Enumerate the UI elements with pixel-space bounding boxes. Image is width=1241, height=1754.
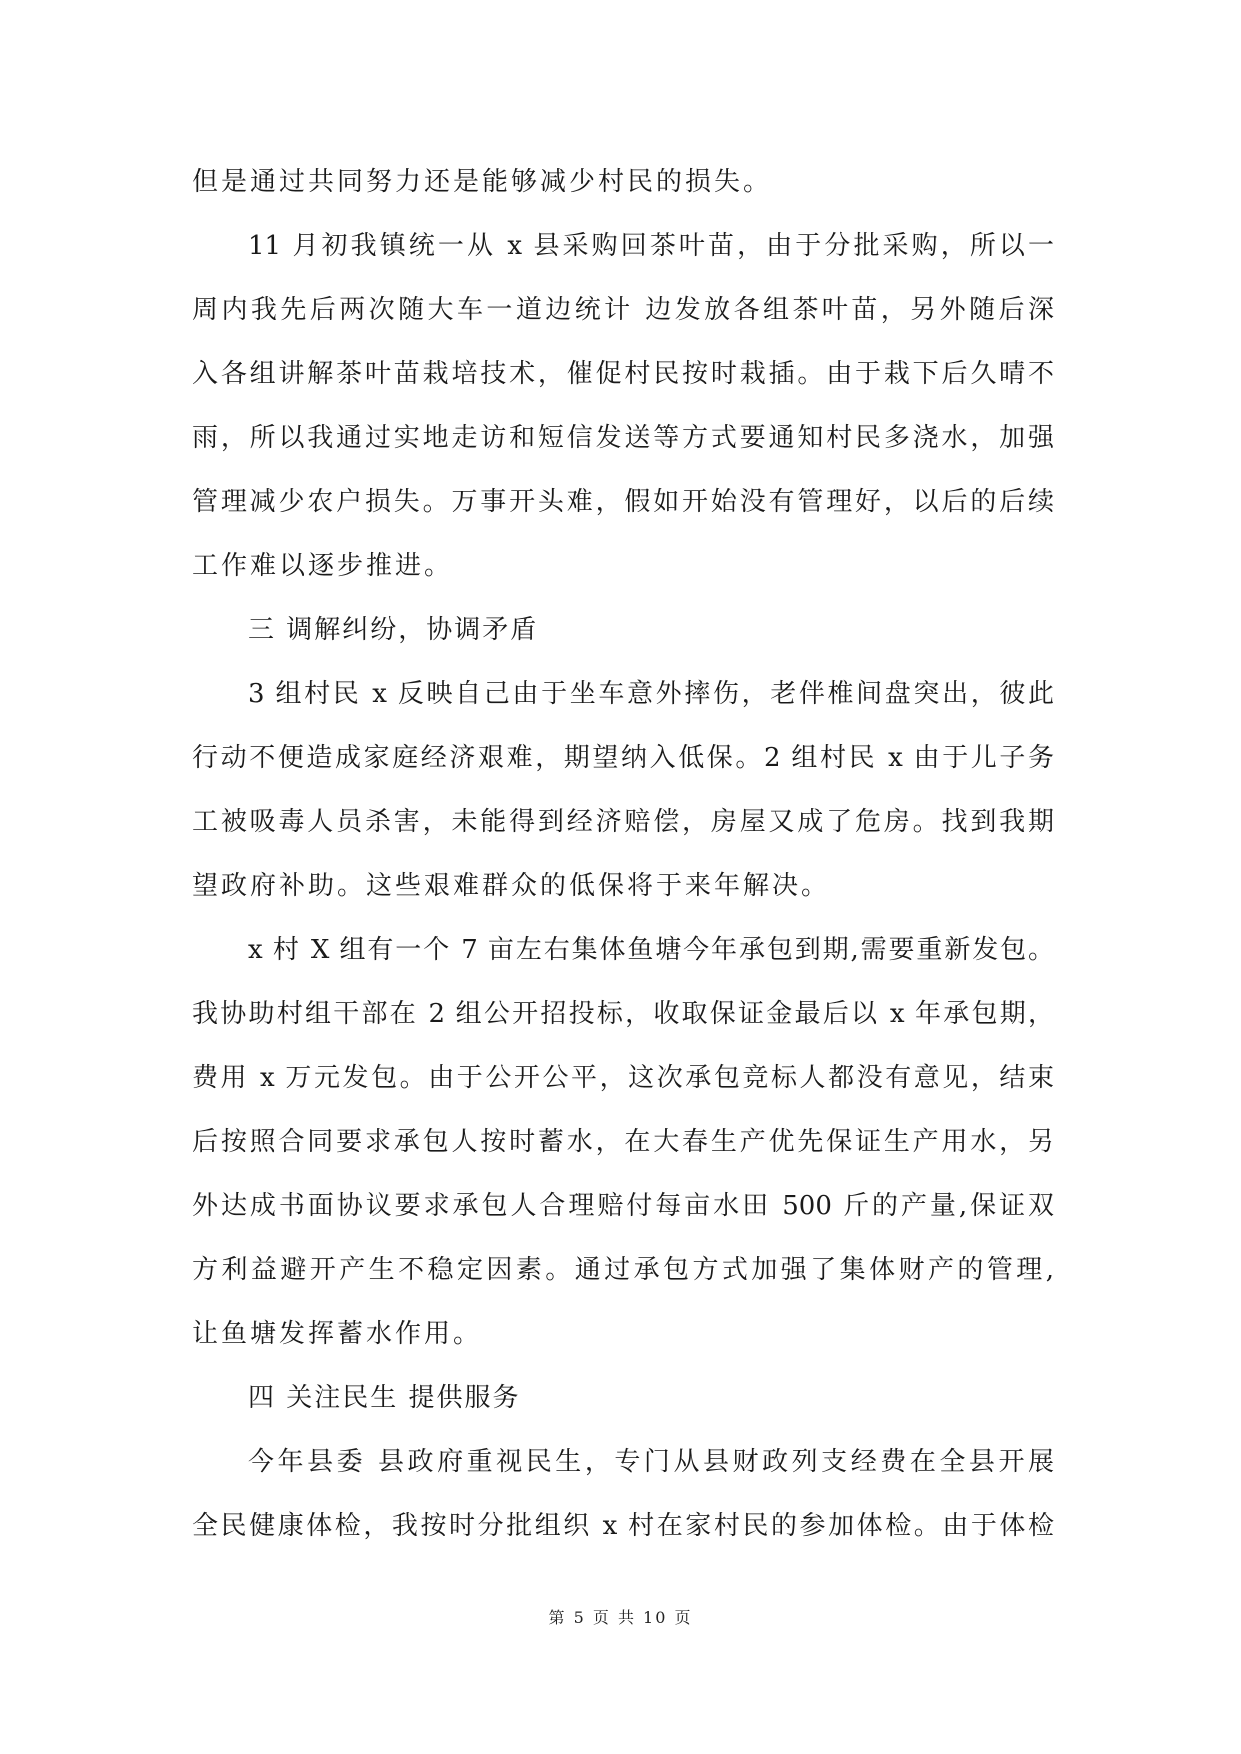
paragraph-line: 行动不便造成家庭经济艰难，期望纳入低保。2 组村民 x 由于儿子务	[192, 743, 1054, 773]
section-heading: 三 调解纠纷，协调矛盾	[248, 615, 539, 645]
paragraph-line: 让鱼塘发挥蓄水作用。	[192, 1319, 483, 1349]
section-heading: 四 关注民生 提供服务	[248, 1383, 521, 1413]
paragraph-line: 工作难以逐步推进。	[192, 551, 454, 581]
paragraph-line: 我协助村组干部在 2 组公开招投标，收取保证金最后以 x 年承包期，	[192, 999, 1054, 1029]
paragraph-line: 入各组讲解茶叶苗栽培技术，催促村民按时栽插。由于栽下后久晴不	[192, 359, 1054, 389]
paragraph-line: 管理减少农户损失。万事开头难，假如开始没有管理好，以后的后续	[192, 487, 1054, 517]
page-number-footer: 第 5 页 共 10 页	[548, 1608, 693, 1627]
paragraph-line: 方利益避开产生不稳定因素。通过承包方式加强了集体财产的管理,	[192, 1255, 1054, 1285]
document-body	[192, 150, 1054, 1558]
paragraph-line: 全民健康体检，我按时分批组织 x 村在家村民的参加体检。由于体检	[192, 1511, 1054, 1541]
paragraph-line: 但是通过共同努力还是能够减少村民的损失。	[192, 167, 773, 197]
paragraph-line: 望政府补助。这些艰难群众的低保将于来年解决。	[192, 871, 831, 901]
paragraph-line: 费用 x 万元发包。由于公开公平，这次承包竞标人都没有意见，结束	[192, 1063, 1054, 1093]
paragraph-line: 外达成书面协议要求承包人合理赔付每亩水田 500 斤的产量,保证双	[192, 1191, 1054, 1221]
paragraph-line: 后按照合同要求承包人按时蓄水，在大春生产优先保证生产用水，另	[192, 1127, 1054, 1157]
paragraph-line: 工被吸毒人员杀害，未能得到经济赔偿，房屋又成了危房。找到我期	[192, 807, 1054, 837]
paragraph-line: 11 月初我镇统一从 x 县采购回茶叶苗，由于分批采购，所以一	[248, 231, 1054, 261]
paragraph-line: 雨，所以我通过实地走访和短信发送等方式要通知村民多浇水，加强	[192, 423, 1054, 453]
paragraph-line: 今年县委 县政府重视民生，专门从县财政列支经费在全县开展	[248, 1447, 1054, 1477]
paragraph-line: 3 组村民 x 反映自己由于坐车意外摔伤，老伴椎间盘突出，彼此	[248, 679, 1054, 709]
paragraph-line: 周内我先后两次随大车一道边统计 边发放各组茶叶苗，另外随后深	[192, 295, 1054, 325]
paragraph-line: x 村 X 组有一个 7 亩左右集体鱼塘今年承包到期,需要重新发包。	[248, 935, 1054, 965]
